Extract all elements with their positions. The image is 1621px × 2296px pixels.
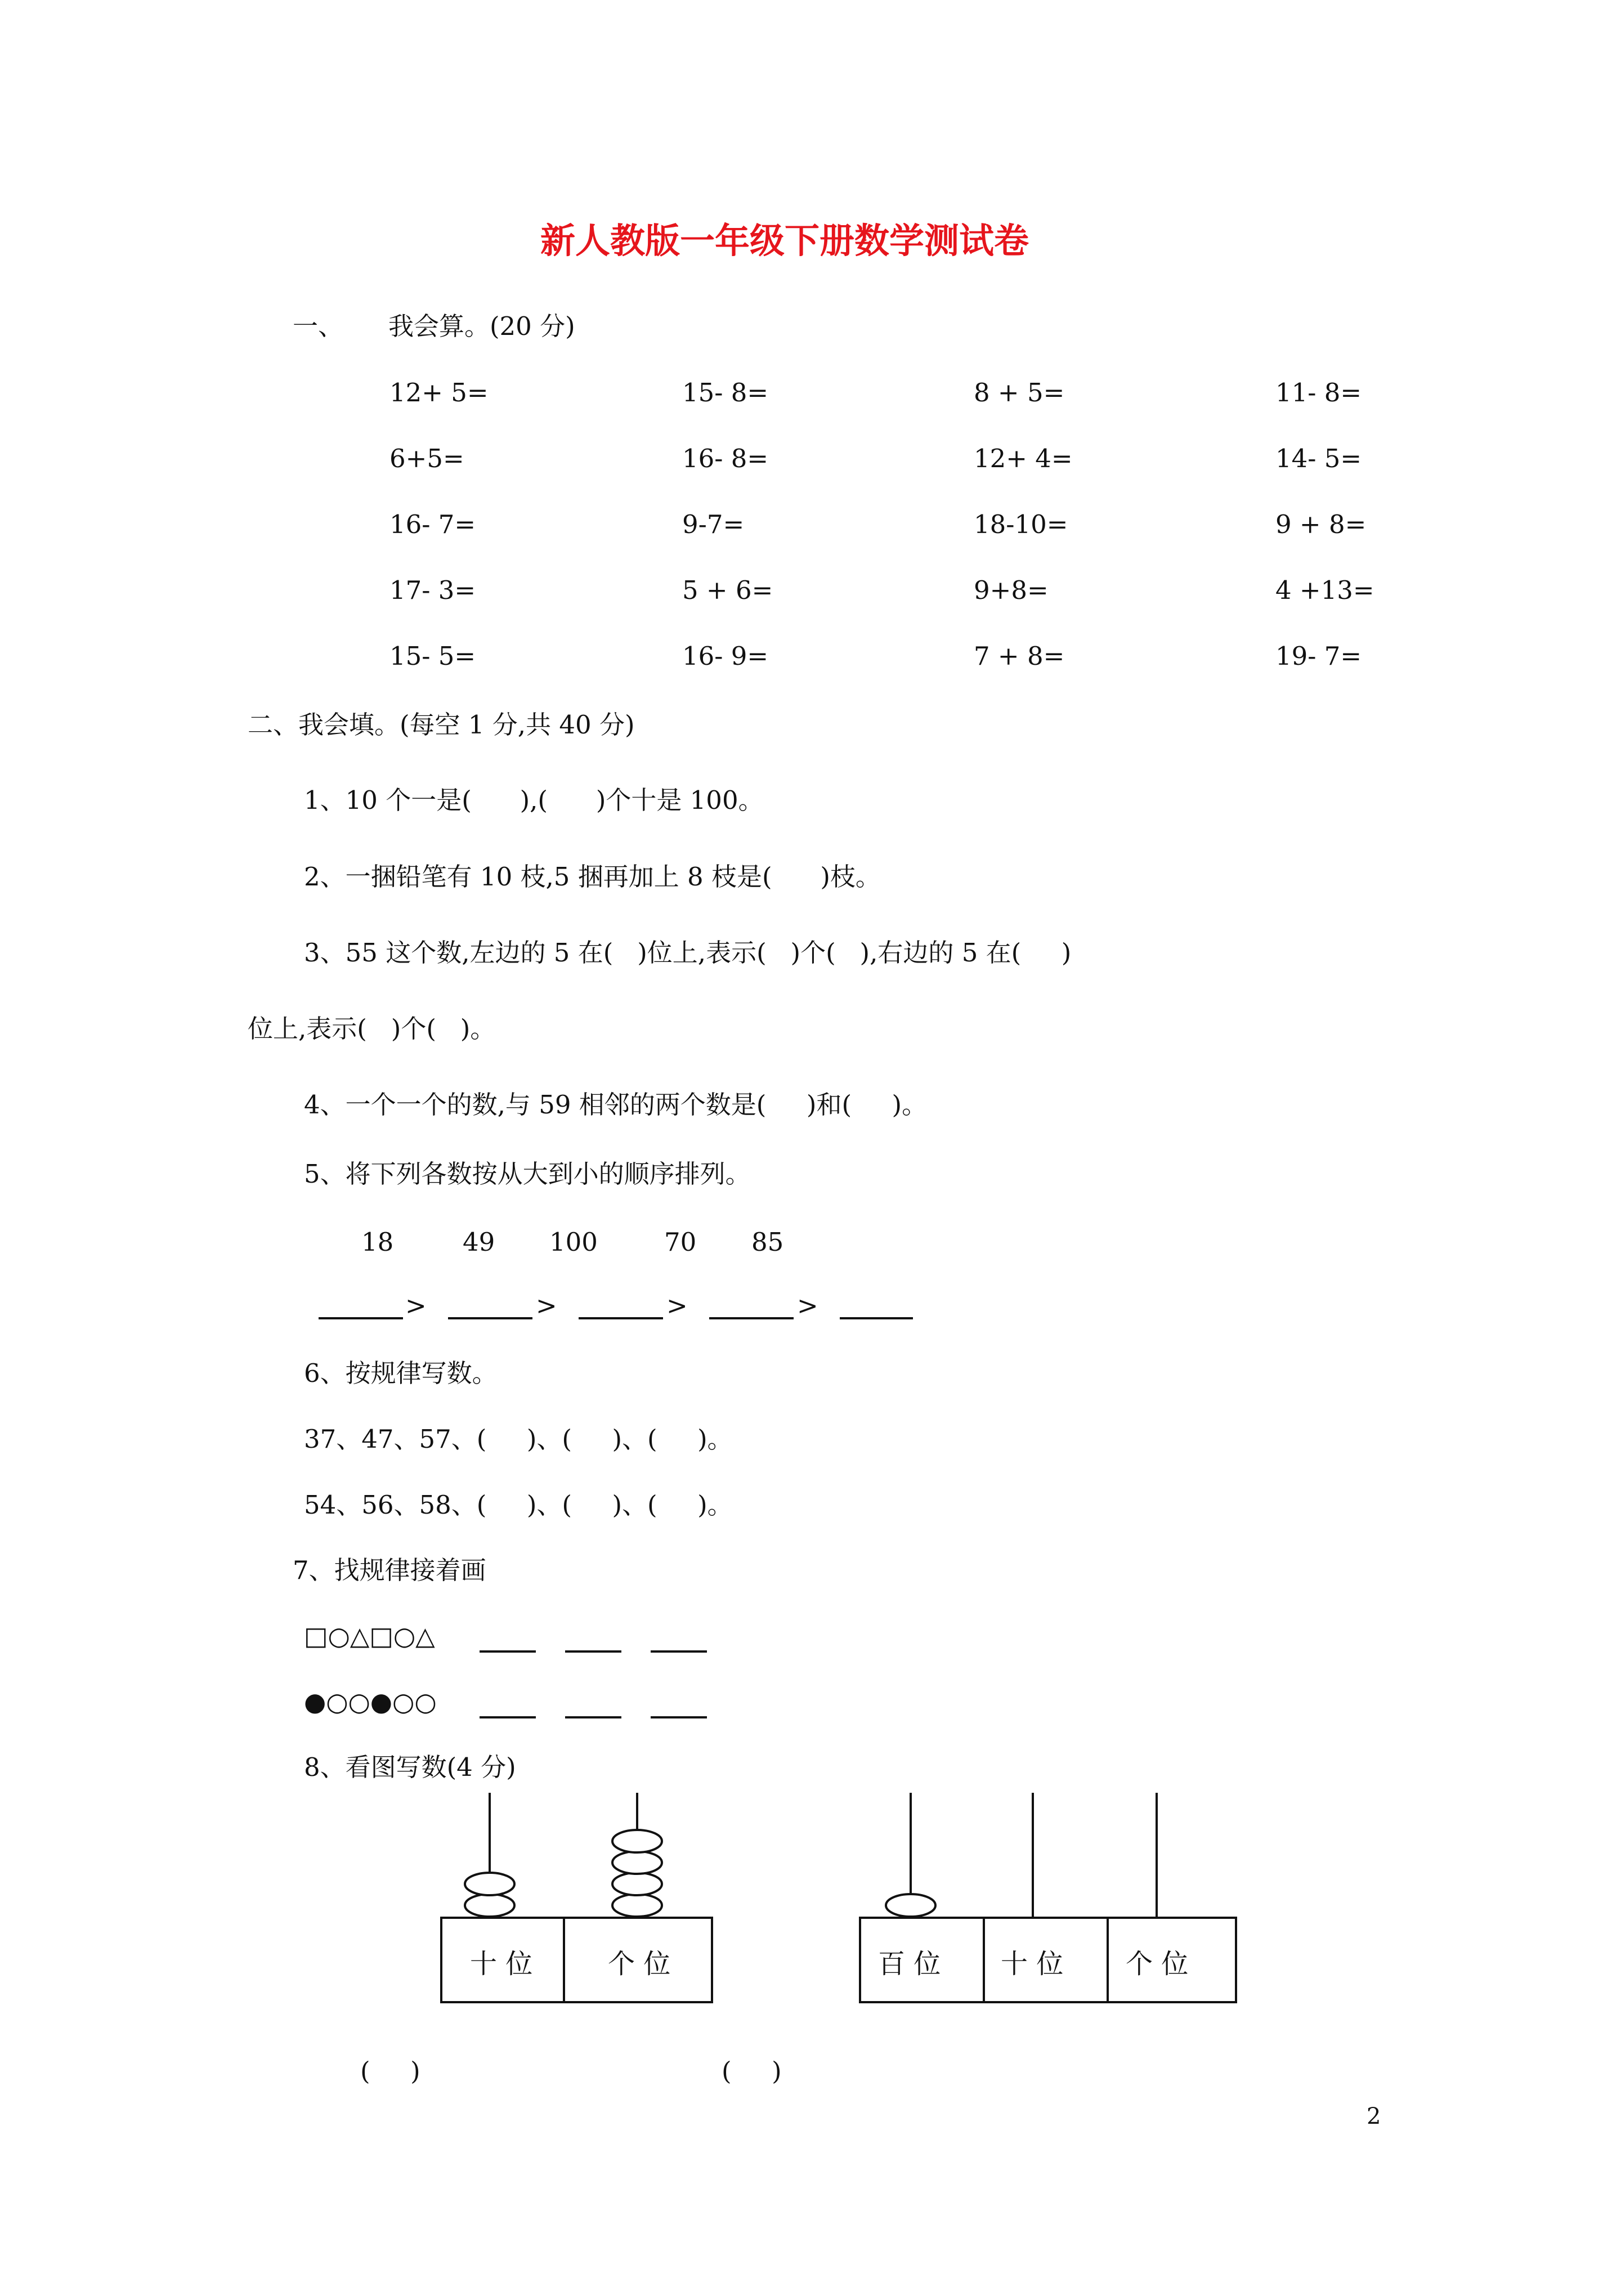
- q7-answer-blank[interactable]: [565, 1650, 621, 1653]
- question-6: 6、按规律写数。: [304, 1358, 498, 1388]
- calc-problem: 14- 5=: [1275, 444, 1362, 473]
- place-label-tens: 十 位: [1001, 1948, 1064, 1980]
- section1-heading: 我会算。(20 分): [388, 311, 575, 341]
- question-2: 2、一捆铅笔有 10 枝,5 捆再加上 8 枝是( )枝。: [304, 862, 881, 892]
- abacus-bead: [465, 1873, 514, 1895]
- calc-problem: 5 + 6=: [682, 575, 773, 605]
- calc-problem: 18-10=: [974, 509, 1068, 539]
- section2-heading: 二、我会填。(每空 1 分,共 40 分): [248, 710, 635, 740]
- q7-answer-blank[interactable]: [480, 1650, 536, 1653]
- abacus-beads: [465, 1830, 662, 1917]
- calc-problem: 9 + 8=: [1275, 509, 1367, 539]
- abacus-bead: [612, 1894, 662, 1917]
- q7-answer-blank[interactable]: [651, 1716, 707, 1718]
- question-5: 5、将下列各数按从大到小的顺序排列。: [304, 1159, 751, 1189]
- q5-gt-symbol: >: [536, 1291, 557, 1321]
- abacus-bead: [612, 1851, 662, 1874]
- q5-number: 70: [664, 1227, 697, 1257]
- calc-problem: 9+8=: [974, 575, 1049, 605]
- abacus-bead: [612, 1830, 662, 1852]
- q5-answer-blank[interactable]: [579, 1317, 663, 1319]
- q5-number: 18: [361, 1227, 394, 1257]
- calc-problem: 9-7=: [682, 509, 745, 539]
- place-label-tens: 十 位: [470, 1948, 533, 1980]
- calc-problem: 11- 8=: [1275, 378, 1362, 408]
- q6-sequence-1: 37、47、57、( )、( )、( )。: [304, 1424, 733, 1454]
- calc-problem: 6+5=: [389, 444, 464, 473]
- abacus-bead: [886, 1894, 935, 1917]
- q5-gt-symbol: >: [666, 1291, 688, 1321]
- q5-answer-blank[interactable]: [319, 1317, 403, 1319]
- q5-gt-symbol: >: [405, 1291, 427, 1321]
- question-3-line2: 位上,表示( )个( )。: [248, 1014, 496, 1044]
- q5-gt-symbol: >: [797, 1291, 818, 1321]
- page-number: 2: [1367, 2103, 1381, 2129]
- abacus-hundreds-tens-ones: [850, 1784, 1244, 2009]
- calc-problem: 12+ 5=: [389, 378, 489, 408]
- abacus-bead: [612, 1873, 662, 1895]
- place-label-ones: 个 位: [1126, 1948, 1189, 1980]
- q5-number: 85: [751, 1227, 784, 1257]
- abacus1-answer[interactable]: ( ): [360, 2056, 420, 2086]
- q5-number: 100: [549, 1227, 598, 1257]
- q5-answer-blank[interactable]: [448, 1317, 532, 1319]
- calc-problem: 16- 7=: [389, 509, 476, 539]
- q6-sequence-2: 54、56、58、( )、( )、( )。: [304, 1490, 733, 1520]
- question-3-line1: 3、55 这个数,左边的 5 在( )位上,表示( )个( ),右边的 5 在( ): [304, 938, 1072, 968]
- place-label-ones: 个 位: [608, 1948, 671, 1980]
- calc-problem: 16- 8=: [682, 444, 769, 473]
- calc-problem: 7 + 8=: [974, 641, 1065, 671]
- calc-problem: 8 + 5=: [974, 378, 1065, 408]
- abacus-tens-ones: [433, 1784, 720, 2009]
- q5-number: 49: [463, 1227, 495, 1257]
- calc-problem: 12+ 4=: [974, 444, 1073, 473]
- calc-problem: 15- 8=: [682, 378, 769, 408]
- section1-number: 一、: [293, 311, 344, 341]
- q5-answer-blank[interactable]: [709, 1317, 794, 1319]
- question-4: 4、一个一个的数,与 59 相邻的两个数是( )和( )。: [304, 1090, 928, 1120]
- calc-problem: 16- 9=: [682, 641, 769, 671]
- question-8: 8、看图写数(4 分): [304, 1752, 516, 1782]
- page-title: 新人教版一年级下册数学测试卷: [540, 220, 1029, 261]
- q7-shape-pattern-2: ●○○●○○: [304, 1687, 437, 1717]
- q7-answer-blank[interactable]: [480, 1716, 536, 1718]
- abacus2-answer[interactable]: ( ): [722, 2056, 782, 2086]
- q7-answer-blank[interactable]: [651, 1650, 707, 1653]
- q7-answer-blank[interactable]: [565, 1716, 621, 1718]
- place-label-hundreds: 百 位: [878, 1948, 941, 1980]
- question-7: 7、找规律接着画: [293, 1555, 486, 1585]
- question-1: 1、10 个一是( ),( )个十是 100。: [304, 785, 764, 815]
- abacus-beads: [886, 1894, 935, 1917]
- calc-problem: 17- 3=: [389, 575, 476, 605]
- q5-answer-blank[interactable]: [840, 1317, 913, 1319]
- calc-problem: 19- 7=: [1275, 641, 1362, 671]
- calc-problem: 4 +13=: [1275, 575, 1374, 605]
- abacus-bead: [465, 1894, 514, 1917]
- q7-shape-pattern-1: □○△□○△: [304, 1621, 435, 1651]
- calc-problem: 15- 5=: [389, 641, 476, 671]
